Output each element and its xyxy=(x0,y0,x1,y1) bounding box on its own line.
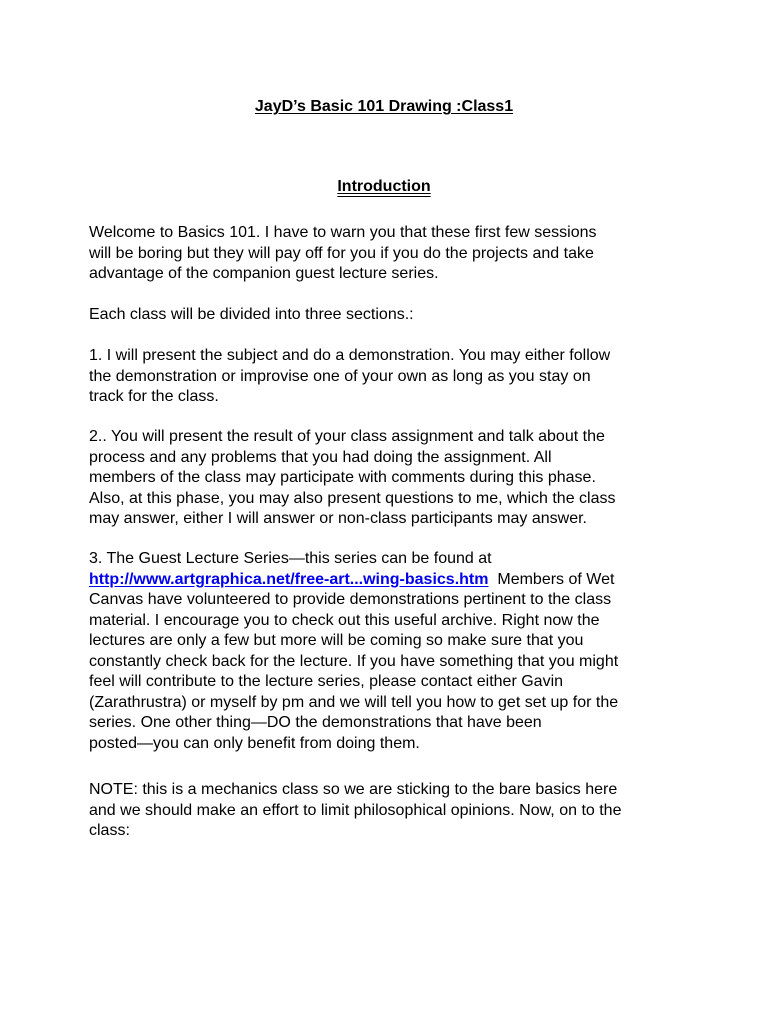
paragraph-item-3 xyxy=(89,549,689,754)
text-line: may answer, either I will answer or non-class participants may answer. xyxy=(89,510,587,527)
text-line: material. I encourage you to check out this useful archive. Right now the xyxy=(89,611,600,629)
guest-lecture-link[interactable]: http://www.artgraphica.net/free-art...wing-basics.htm xyxy=(89,570,489,588)
text-line: 3. The Guest Lecture Series—this series can be found at xyxy=(89,550,492,567)
text-line: 1. I will present the subject and do a demonstration. You may either follow xyxy=(89,347,611,364)
text-line: process and any problems that you had doing the assignment. All xyxy=(89,448,552,466)
text-line: lectures are only a few but more will be coming so make sure that you xyxy=(89,632,584,649)
text-line: NOTE: this is a mechanics class so we are sticking to the bare basics here xyxy=(89,781,618,798)
document-title: JayD’s Basic 101 Drawing :Class1 xyxy=(254,98,514,115)
text-line: and we should make an effort to limit philosophical opinions. Now, on to the xyxy=(89,801,622,819)
text-line: 2.. You will present the result of your class assignment and talk about the xyxy=(89,428,605,445)
text-line: the demonstration or improvise one of your own as long as you stay on xyxy=(89,367,591,385)
text-line: constantly check back for the lecture. If you have something that you might xyxy=(89,652,619,670)
text-line: track for the class. xyxy=(89,388,219,405)
text-line: Welcome to Basics 101. I have to warn you that these first few sessions xyxy=(89,224,597,241)
section-heading: Introduction xyxy=(337,178,431,195)
paragraph-item-2 xyxy=(89,427,689,530)
text-line: class: xyxy=(89,822,130,839)
text-line: (Zarathrustra) or myself by pm and we will tell you how to get set up for the xyxy=(89,693,619,711)
paragraph-welcome xyxy=(89,223,689,285)
paragraph-item-1 xyxy=(89,346,689,408)
text-line xyxy=(89,570,689,591)
paragraph-note xyxy=(89,780,689,842)
link-trailing-text: Members of Wet xyxy=(497,570,615,588)
text-line: will be boring but they will pay off for you if you do the projects and take xyxy=(89,244,594,262)
text-line: feel will contribute to the lecture series, please contact either Gavin xyxy=(89,673,564,690)
text-line: Canvas have volunteered to provide demonstrations pertinent to the class xyxy=(89,591,612,608)
paragraph-sections xyxy=(89,305,689,326)
text-line: members of the class may participate with comments during this phase. xyxy=(89,469,596,486)
text-line: advantage of the companion guest lecture series. xyxy=(89,265,439,282)
text-line: series. One other thing—DO the demonstrations that have been xyxy=(89,714,542,731)
text-line: Each class will be divided into three sections.: xyxy=(89,306,414,323)
text-line: posted—you can only benefit from doing them. xyxy=(89,734,420,752)
text-line: Also, at this phase, you may also present questions to me, which the class xyxy=(89,489,616,507)
